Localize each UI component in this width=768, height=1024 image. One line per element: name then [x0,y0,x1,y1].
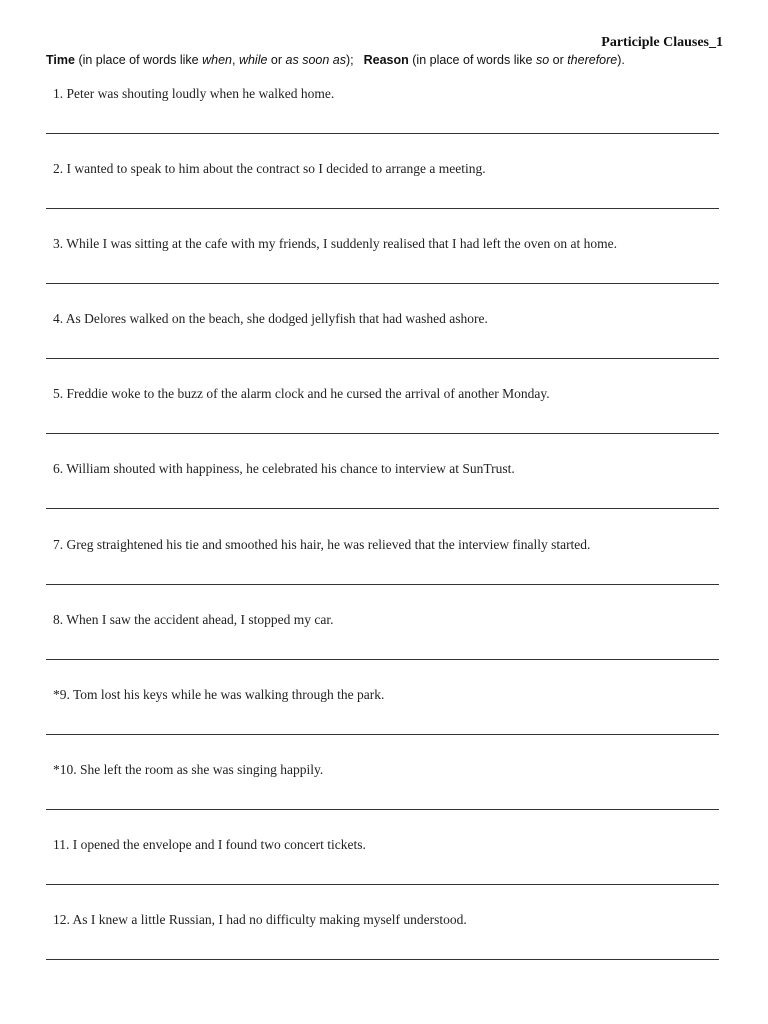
exercise-item [0,85,768,160]
exercise-sentence: 12. As I knew a little Russian, I had no difficulty making myself understood. [53,912,467,928]
reason-word-therefore: therefore [567,53,618,67]
reason-hint-or: or [549,53,568,67]
exercise-sentence: 2. I wanted to speak to him about the contract so I decided to arrange a meeting. [53,161,486,177]
exercise-list [0,85,768,986]
exercise-item [0,911,768,986]
time-word-as-soon-as: as soon as [285,53,346,67]
time-hint-open: (in place of words like [78,53,203,67]
answer-line[interactable] [46,959,719,960]
exercise-item [0,310,768,385]
exercise-sentence: 3. While I was sitting at the cafe with my friends, I suddenly realised that I had left the oven on at home. [53,236,617,252]
exercise-item [0,536,768,611]
exercise-sentence: 6. William shouted with happiness, he celebrated his chance to interview at SunTrust. [53,461,515,477]
exercise-item [0,460,768,535]
time-word-when: when [202,53,232,67]
instructions [46,53,625,67]
worksheet-title: Participle Clauses_1 [601,35,723,50]
exercise-sentence: 8. When I saw the accident ahead, I stopped my car. [53,611,334,627]
answer-line[interactable] [46,734,719,735]
exercise-item [0,761,768,836]
time-hint-sep: , [232,53,239,67]
reason-hint-close: ). [617,53,625,67]
reason-word-so: so [535,53,550,67]
exercise-item [0,385,768,460]
answer-line[interactable] [46,884,719,885]
time-hint-close: ); [345,53,354,67]
reason-label: Reason [363,53,409,67]
exercise-item [0,235,768,310]
time-hint-or: or [267,53,286,67]
exercise-sentence: *10. She left the room as she was singing happily. [53,761,324,777]
answer-line[interactable] [46,809,719,810]
answer-line[interactable] [46,283,719,284]
exercise-sentence: 4. As Delores walked on the beach, she dodged jellyfish that had washed ashore. [53,311,488,327]
exercise-sentence: *9. Tom lost his keys while he was walking through the park. [53,686,385,702]
exercise-sentence: 1. Peter was shouting loudly when he walked home. [53,86,335,101]
time-word-while: while [238,53,268,67]
answer-line[interactable] [46,584,719,585]
answer-line[interactable] [46,208,719,209]
answer-line[interactable] [46,433,719,434]
exercise-item [0,836,768,911]
exercise-item [0,160,768,235]
exercise-sentence: 5. Freddie woke to the buzz of the alarm clock and he cursed the arrival of another Monday. [53,386,550,402]
exercise-sentence: 11. I opened the envelope and I found two concert tickets. [53,836,366,852]
answer-line[interactable] [46,133,719,134]
exercise-sentence: 7. Greg straightened his tie and smoothed his hair, he was relieved that the interview finally started. [53,536,591,552]
exercise-item [0,611,768,686]
time-label: Time [46,53,75,67]
answer-line[interactable] [46,659,719,660]
reason-hint-open: (in place of words like [412,53,536,67]
exercise-item [0,686,768,761]
answer-line[interactable] [46,508,719,509]
answer-line[interactable] [46,358,719,359]
